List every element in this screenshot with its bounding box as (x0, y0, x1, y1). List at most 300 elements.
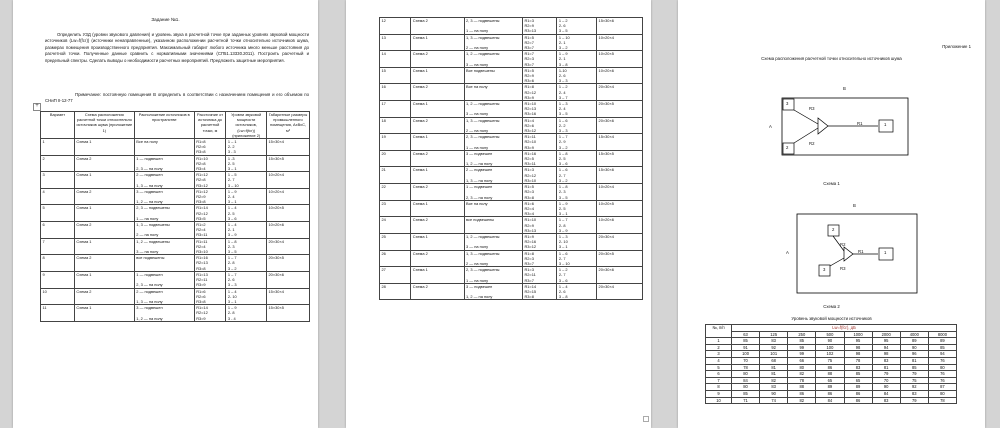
freq-header-cell: 250 (788, 331, 816, 338)
power-cell: 92 (760, 344, 788, 351)
document-page-1 (13, 0, 318, 428)
variant-cell-g: 20×30×4 (597, 283, 643, 300)
variant-cell-l: 1 – 9 2- 5 3 – 1 (557, 200, 597, 217)
power-cell: 94 (872, 344, 900, 351)
variant-cell-l: 1 – 8 2- 3 3 – 5 (226, 238, 267, 255)
power-cell: 78 (788, 377, 816, 384)
power-cell: 87 (928, 384, 956, 391)
power-cell: 101 (760, 351, 788, 358)
variant-cell-r: R1=5 R2=3 R3=8 (522, 184, 556, 201)
freq-header-cell: 8000 (928, 331, 956, 338)
variant-row (41, 222, 310, 239)
variant-cell-g: 15×30×5 (597, 150, 643, 167)
variant-cell-g: 15×30×4 (267, 288, 310, 305)
variant-cell-l: 1 – 6 2- 2 3 – 3 (557, 117, 597, 134)
variant-cell-s: Схема 2 (411, 51, 464, 68)
variant-cell-r: R1=8 R2=12 R3=9 (522, 84, 556, 101)
variant-cell-v: 11 (41, 305, 75, 322)
variant-cell-v: 5 (41, 205, 75, 222)
variant-row (380, 200, 643, 217)
variant-cell-p: 2, 3 — подвешены 1 — на полу (464, 18, 522, 35)
variant-cell-v: 6 (41, 222, 75, 239)
variant-cell-l: 1-10 2- 6 3 – 3 (557, 67, 597, 84)
variant-cell-r: R1=8 R2=3 R3=7 (522, 250, 556, 267)
power-cell: 89 (844, 384, 872, 391)
power-cell: 80 (788, 364, 816, 371)
table-header-cell: Уровни звуковой мощности источников, (Lw=f(fсг)) (приложение 2) (226, 112, 267, 139)
power-row (706, 357, 957, 364)
variant-cell-r: R1=14 R2=12 R3=5 (194, 205, 226, 222)
power-cell: 85 (732, 390, 760, 397)
variant-cell-r: R1=16 R2=5 R3=11 (522, 150, 556, 167)
variant-cell-g: 20×30×4 (597, 233, 643, 250)
appendix-title: Схема расположения расчетной точки относительно источников шума (761, 56, 902, 61)
power-cell: 91 (732, 344, 760, 351)
variant-cell-v: 14 (380, 51, 411, 68)
variant-cell-v: 16 (380, 84, 411, 101)
variant-row (380, 84, 643, 101)
variant-cell-s: Схема 1 (74, 238, 134, 255)
variant-cell-s: Схема 2 (74, 255, 134, 272)
variant-cell-p: 1, 3 — подвешены 2 — на полу (464, 250, 522, 267)
power-cell: 82 (760, 377, 788, 384)
variant-cell-l: 1 – 2 2- 4 3 – 7 (557, 84, 597, 101)
variant-row (380, 101, 643, 118)
variant-cell-p: 1 — подвешен 2, 3 — на полу (464, 184, 522, 201)
variant-cell-r: R1=10 R2=8 R3=4 (194, 155, 226, 172)
variant-cell-s: Схема 1 (411, 134, 464, 151)
variant-cell-l: 1 – 7 2- 9 3 – 2 (557, 134, 597, 151)
power-cell: 75 (816, 357, 844, 364)
power-cell: 88 (788, 384, 816, 391)
variant-cell-s: Схема 2 (411, 283, 464, 300)
variant-cell-g: 15×30×6 (597, 18, 643, 35)
room-outline-2 (797, 214, 917, 293)
variant-row (380, 150, 643, 167)
variant-cell-l: 1 – 9 2- 8 3 - 4 (226, 305, 267, 322)
power-cell: 2 (706, 344, 732, 351)
task-title: Задание №1. (151, 17, 180, 22)
table-move-handle-icon[interactable]: + (33, 103, 41, 111)
power-cell: 78 (844, 357, 872, 364)
variant-cell-r: R1=10 R2=9 R3=13 (522, 217, 556, 234)
power-cell: 99 (788, 344, 816, 351)
power-cell: 71 (732, 397, 760, 404)
variant-row (380, 117, 643, 134)
power-cell: 81 (872, 364, 900, 371)
power-cell: 10 (706, 397, 732, 404)
variant-cell-s: Схема 1 (74, 205, 134, 222)
variant-row (41, 271, 310, 288)
scheme1-r1: R1 (857, 121, 863, 126)
power-row (706, 384, 957, 391)
variant-cell-v: 27 (380, 267, 411, 284)
freq-header-cell: 500 (816, 331, 844, 338)
variant-cell-p: 2, 3 — подвешены 1 — на полу (464, 267, 522, 284)
variant-cell-g: 10×20×4 (267, 188, 310, 205)
power-cell: 6 (706, 371, 732, 378)
power-cell: 90 (816, 338, 844, 345)
power-cell: 4 (706, 357, 732, 364)
variant-cell-l: 1 – 6 2- 7 3 – 10 (557, 250, 597, 267)
variant-cell-r: R1=12 R2=8 R3=12 (194, 172, 226, 189)
variant-cell-p: 2, 3 — подвешены 1 — на полу (134, 205, 194, 222)
variants-table-part2 (379, 17, 643, 300)
variant-cell-p: 1, 2 — подвешены 3 — на полу (464, 51, 522, 68)
table-header-cell: Габаритные размеры промышленного помещения, АхВхС, м³ (267, 112, 310, 139)
s2-r3-line (830, 258, 844, 266)
variant-row (380, 134, 643, 151)
variant-cell-r: R1=14 R2=12 R3=9 (194, 305, 226, 322)
power-cell: 74 (760, 397, 788, 404)
variant-cell-s: Схема 1 (411, 233, 464, 250)
task-description: Определить УЗД (уровни звукового давления) и уровень звука в расчетной точке при заданных уровнях звуковой мощности источников (Lw=f(fсг)) (источники ненаправленные), указанном расположении расчетной точки относительно источников шума, размерах помещения производственного предприятия. Максимальный габарит любого источника много меньше расстояния до расчетной точки. Полученные данные сравнить с нормативными значениями (СП51.13330.2011). Построить расчетный и предельный спектры. Сделать выводы о необходимости расчетных мероприятий. Предложить защитные мероприятия. (45, 32, 309, 63)
variant-cell-p: 1, 2 — подвешены 3 — на полу (464, 233, 522, 250)
variant-cell-r: R1=5 R2=9 R3=6 (522, 67, 556, 84)
power-cell: 76 (928, 357, 956, 364)
power-cell: 7 (706, 377, 732, 384)
document-page-3 (678, 0, 985, 428)
power-cell: 89 (816, 384, 844, 391)
freq-header-cell: 125 (760, 331, 788, 338)
variant-cell-r: R1=3 R2=9 R3=13 (522, 18, 556, 35)
variant-cell-p: Все на полу (134, 139, 194, 156)
document-page-2 (346, 0, 651, 428)
table-header-cell: Вариант (41, 112, 75, 139)
variant-cell-g: 20×30×6 (597, 267, 643, 284)
power-cell: 83 (760, 384, 788, 391)
table-header-cell: Расположение источников в пространстве (134, 112, 194, 139)
power-cell: 68 (760, 357, 788, 364)
variant-cell-r: R1=10 R2=13 R3=16 (522, 101, 556, 118)
variant-cell-r: R1=5 R2=7 R3=7 (522, 34, 556, 51)
variant-cell-g: 10×20×4 (597, 34, 643, 51)
variant-row (380, 167, 643, 184)
scheme1-label-B: В (843, 86, 846, 91)
power-cell: 75 (900, 377, 928, 384)
variant-cell-s: Схема 2 (74, 155, 134, 172)
power-cell: 76 (928, 371, 956, 378)
variant-cell-v: 28 (380, 283, 411, 300)
power-cell: 79 (900, 397, 928, 404)
task-note: Примечание: постоянную помещения В определить в соответствии с назначением помещения и его объемом по СНиП II-12-77 (45, 92, 309, 104)
table-header-cell: Схема расположения расчетной точки относительно источников шума (приложение 1) (74, 112, 134, 139)
variant-cell-v: 17 (380, 101, 411, 118)
variant-cell-v: 9 (41, 271, 75, 288)
power-cell: 85 (900, 364, 928, 371)
variant-cell-p: 1 — подвешен 2, 3 — на полу (134, 155, 194, 172)
power-cell: 85 (732, 338, 760, 345)
power-cell: 85 (844, 371, 872, 378)
variant-cell-v: 19 (380, 134, 411, 151)
power-cell: 9 (706, 390, 732, 397)
scheme1-n1: 1 (884, 122, 887, 127)
variant-cell-s: Схема 2 (74, 222, 134, 239)
power-table-title: Уровень звуковой мощности источников (791, 316, 872, 321)
variant-cell-l: 1 – 9 2- 4 3 – 1 (226, 188, 267, 205)
power-cell: 85 (928, 344, 956, 351)
power-cell: 96 (900, 351, 928, 358)
power-cell: 78 (732, 364, 760, 371)
variant-cell-r: R1=6 R2=6 R3=8 (194, 288, 226, 305)
variant-cell-s: Схема 1 (74, 172, 134, 189)
variant-cell-s: Схема 2 (411, 217, 464, 234)
variant-cell-l: 1 – 6 2- 7 3 – 2 (557, 167, 597, 184)
variant-cell-l: 1 – 9 2- 1 3 – 8 (557, 51, 597, 68)
power-cell: 85 (788, 338, 816, 345)
variant-row (41, 288, 310, 305)
variant-cell-l: 1 – 4 2- 1 3 – 9 (226, 222, 267, 239)
variant-cell-p: 2, 3 — подвешены 1 — на полу (464, 134, 522, 151)
variant-cell-v: 21 (380, 167, 411, 184)
variant-row (380, 217, 643, 234)
variant-cell-l: 1 – 5 2- 7 3 – 10 (226, 172, 267, 189)
power-cell: 99 (788, 351, 816, 358)
variant-cell-s: Схема 1 (411, 34, 464, 51)
variant-cell-s: Схема 2 (411, 150, 464, 167)
variants-table-part1 (40, 111, 310, 322)
variant-cell-p: Все на полу (464, 84, 522, 101)
variant-cell-v: 1 (41, 139, 75, 156)
freq-header-cell: 1000 (844, 331, 872, 338)
variant-cell-p: 1, 3 — подвешены 2 — на полу (464, 34, 522, 51)
variant-cell-s: Схема 2 (74, 288, 134, 305)
variant-row (380, 18, 643, 35)
variant-row (380, 67, 643, 84)
power-cell: 65 (844, 377, 872, 384)
power-cell: 95 (844, 338, 872, 345)
scheme2-label-A: А (786, 250, 789, 255)
power-row (706, 351, 957, 358)
variant-cell-r: R1=8 R2=6 R3=8 (194, 139, 226, 156)
variant-row (380, 184, 643, 201)
variant-row (380, 283, 643, 300)
variant-cell-r: R1=13 R2=11 R3=9 (194, 271, 226, 288)
power-cell: 89 (900, 338, 928, 345)
power-cell: 81 (760, 371, 788, 378)
variant-cell-r: R1=6 R2=4 R3=4 (522, 200, 556, 217)
variant-cell-g: 10×20×6 (267, 222, 310, 239)
variant-cell-r: R1=12 R2=9 R3=8 (194, 188, 226, 205)
power-cell: 84 (732, 377, 760, 384)
variant-cell-g: 10×20×5 (597, 200, 643, 217)
variant-cell-s: Схема 2 (411, 184, 464, 201)
variant-cell-l: 1 – 3 2- 4 3 – 5 (557, 101, 597, 118)
variant-cell-l: 1 – 1 2- 2 3 - 3 (226, 139, 267, 156)
scheme2-label-B: В (853, 203, 856, 208)
power-cell: 83 (900, 390, 928, 397)
variant-cell-g: 10×20×5 (597, 51, 643, 68)
scheme-2-svg (678, 0, 985, 300)
s2-calc-point-arrow (844, 247, 853, 261)
variant-row (41, 205, 310, 222)
scheme2-r3: R3 (840, 266, 846, 271)
scheme2-n3: 3 (823, 267, 826, 272)
variant-cell-s: Схема 1 (74, 305, 134, 322)
variant-cell-p: 1, 3 — подвешены 2 — на полу (464, 117, 522, 134)
variant-cell-l: 1 – 3 2- 10 3 – 1 (557, 233, 597, 250)
power-cell: 1 (706, 338, 732, 345)
variant-cell-r: R1=11 R2=4 R3=10 (194, 238, 226, 255)
power-cell: 3 (706, 351, 732, 358)
variant-cell-p: 3 — подвешен 1, 2 — на полу (134, 188, 194, 205)
variant-row (380, 34, 643, 51)
variant-cell-r: R1=7 R2=3 R3=7 (522, 51, 556, 68)
variant-cell-g: 10×20×4 (597, 184, 643, 201)
variant-cell-p: 1 — подвешен 2, 3 — на полу (134, 271, 194, 288)
scheme1-n2: 2 (786, 145, 789, 150)
variant-cell-l: 1 – 10 2- 1 3 – 2 (557, 34, 597, 51)
scheme-2-caption: Схема 2 (823, 304, 840, 309)
variant-cell-l: 1 – 7 2- 8 3 – 9 (557, 217, 597, 234)
variant-cell-v: 24 (380, 217, 411, 234)
variant-cell-g: 10×20×4 (267, 172, 310, 189)
variant-row (380, 233, 643, 250)
power-cell: 83 (872, 397, 900, 404)
scheme2-n1: 1 (884, 250, 887, 255)
scheme2-r1: R1 (858, 249, 864, 254)
variant-cell-p: Все подвешены (464, 67, 522, 84)
variant-row (41, 139, 310, 156)
scheme1-n3: 3 (786, 101, 789, 106)
variant-row (41, 255, 310, 272)
power-cell: 84 (872, 390, 900, 397)
variant-cell-s: Схема 1 (74, 271, 134, 288)
power-row (706, 377, 957, 384)
freq-header-cell: 63 (732, 331, 760, 338)
variant-cell-r: R1=14 R2=15 R3=8 (522, 283, 556, 300)
variant-cell-r: R1=4 R2=6 R3=12 (522, 117, 556, 134)
power-cell: 81 (760, 364, 788, 371)
variant-cell-g: 20×30×6 (597, 117, 643, 134)
power-cell: 83 (760, 338, 788, 345)
variant-cell-p: 3 — подвешен 1, 2 — на полу (464, 283, 522, 300)
variant-cell-l: 1 – 2 2- 7 3 – 6 (557, 267, 597, 284)
variant-cell-s: Схема 1 (411, 167, 464, 184)
power-table-head-lw: Lw=f(fсг), дБ (732, 325, 957, 332)
power-cell: 8 (706, 384, 732, 391)
power-cell: 80 (928, 390, 956, 397)
variant-cell-v: 4 (41, 188, 75, 205)
variant-cell-s: Схема 2 (411, 250, 464, 267)
power-cell: 80 (732, 371, 760, 378)
power-cell: 86 (788, 390, 816, 397)
variant-cell-r: R1=3 R2=12 R3=10 (522, 167, 556, 184)
scheme1-r3: R3 (809, 106, 815, 111)
variant-cell-v: 26 (380, 250, 411, 267)
variant-cell-s: Схема 1 (411, 200, 464, 217)
power-cell: 90 (872, 384, 900, 391)
power-cell: 70 (732, 357, 760, 364)
variant-cell-s: Схема 1 (411, 101, 464, 118)
variant-row (41, 172, 310, 189)
power-row (706, 364, 957, 371)
variant-row (380, 267, 643, 284)
variant-cell-l: 1 – 4 2- 10 3 – 1 (226, 288, 267, 305)
scheme1-r2: R2 (809, 141, 815, 146)
appendix-label: Приложение 1 (942, 44, 971, 49)
variant-cell-v: 15 (380, 67, 411, 84)
power-cell: 81 (900, 357, 928, 364)
variant-cell-g: 10×20×6 (597, 67, 643, 84)
power-cell: 86 (844, 390, 872, 397)
variant-cell-l: 1 – 4 2- 6 3 – 8 (557, 283, 597, 300)
variant-cell-s: Схема 1 (411, 67, 464, 84)
variant-cell-r: R1=16 R2=13 R3=8 (194, 255, 226, 272)
power-cell: 86 (816, 390, 844, 397)
power-table-head-num: №, п/п (706, 325, 732, 338)
power-cell: 88 (816, 371, 844, 378)
power-cell: 5 (706, 364, 732, 371)
variant-cell-s: Схема 2 (411, 117, 464, 134)
variant-cell-p: 3 — подвешен 1, 2 — на полу (134, 305, 194, 322)
variant-cell-r: R1=2 R2=4 R3=11 (194, 222, 226, 239)
variant-cell-p: 2 — подвешен 1, 3 — на полу (464, 167, 522, 184)
power-cell: 76 (928, 377, 956, 384)
sound-power-table (705, 324, 957, 404)
variant-cell-s: Схема 2 (411, 18, 464, 35)
power-cell: 98 (844, 344, 872, 351)
power-cell: 82 (788, 397, 816, 404)
power-cell: 100 (732, 351, 760, 358)
variant-cell-g: 15×30×6 (597, 167, 643, 184)
variant-cell-v: 3 (41, 172, 75, 189)
variant-cell-v: 18 (380, 117, 411, 134)
variant-cell-g: 15×30×5 (267, 305, 310, 322)
variant-cell-p: Все на полу (464, 200, 522, 217)
power-cell: 79 (900, 371, 928, 378)
variant-cell-s: Схема 2 (74, 188, 134, 205)
power-row (706, 344, 957, 351)
variant-cell-p: все подвешены (464, 217, 522, 234)
variant-cell-r: R1=11 R2=10 R3=9 (522, 134, 556, 151)
power-cell: 79 (872, 371, 900, 378)
variant-row (41, 305, 310, 322)
variant-cell-v: 10 (41, 288, 75, 305)
variant-cell-l: 1 -3 2- 5 3 – 1 (226, 155, 267, 172)
power-cell: 94 (928, 351, 956, 358)
power-cell: 102 (816, 351, 844, 358)
power-row (706, 371, 957, 378)
variant-cell-p: 2 — подвешен 1, 3 — на полу (134, 172, 194, 189)
variant-cell-p: все подвешены (134, 255, 194, 272)
scheme2-r2: R2 (840, 242, 846, 247)
freq-header-cell: 4000 (900, 331, 928, 338)
variant-cell-g: 20×30×4 (597, 84, 643, 101)
power-cell: 89 (928, 338, 956, 345)
power-cell: 90 (760, 390, 788, 397)
variant-cell-g: 10×20×5 (267, 205, 310, 222)
variant-cell-v: 25 (380, 233, 411, 250)
variant-cell-r: R1=9 R2=16 R3=12 (522, 233, 556, 250)
scheme-1-caption: Схема 1 (823, 181, 840, 186)
variant-cell-g: 20×30×6 (267, 271, 310, 288)
variant-cell-g: 20×30×4 (267, 238, 310, 255)
variant-cell-g: 15×30×5 (267, 155, 310, 172)
scheme1-label-A: А (769, 124, 772, 129)
variant-cell-g: 10×20×6 (597, 217, 643, 234)
variant-cell-v: 13 (380, 34, 411, 51)
power-cell: 86 (844, 397, 872, 404)
variant-cell-p: 1, 2 — подвешены 3 — на полу (464, 101, 522, 118)
power-cell: 82 (788, 371, 816, 378)
variant-cell-v: 22 (380, 184, 411, 201)
variant-cell-v: 8 (41, 255, 75, 272)
power-cell: 78 (928, 397, 956, 404)
power-row (706, 390, 957, 397)
variant-cell-v: 2 (41, 155, 75, 172)
scheme-2-diagram (678, 0, 985, 300)
